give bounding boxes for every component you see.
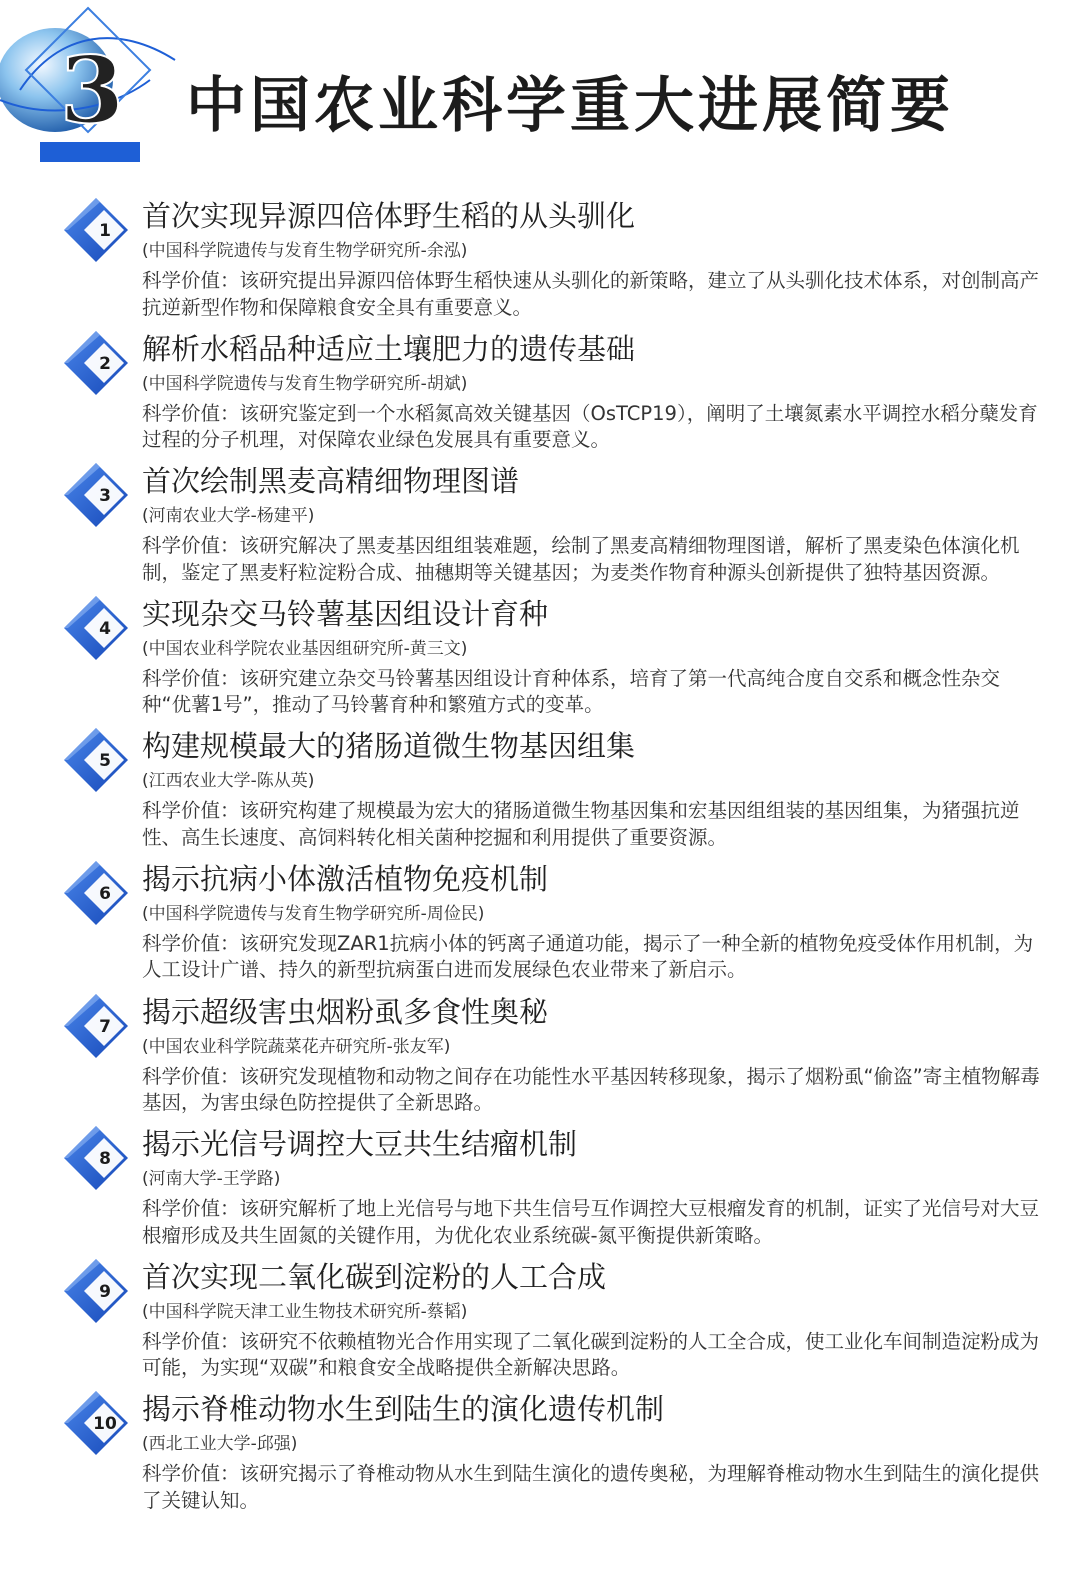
badge-number: 6 <box>99 883 111 904</box>
number-badge <box>60 327 132 399</box>
item-institution: (中国农业科学院农业基因组研究所-黄三文) <box>142 638 468 659</box>
item-institution: (中国科学院遗传与发育生物学研究所-胡斌) <box>142 373 468 394</box>
item-title: 首次实现二氧化碳到淀粉的人工合成 <box>142 1259 607 1294</box>
item-title: 首次实现异源四倍体野生稻的从头驯化 <box>142 199 636 233</box>
item-title: 实现杂交马铃薯基因组设计育种 <box>142 596 549 631</box>
item-title: 解析水稻品种适应土壤肥力的遗传基础 <box>142 331 636 366</box>
badge-number: 4 <box>99 618 111 639</box>
item-title: 揭示抗病小体激活植物免疫机制 <box>142 861 549 896</box>
badge-number: 3 <box>99 486 111 507</box>
badge-number: 8 <box>99 1149 111 1170</box>
item-title: 揭示脊椎动物水生到陆生的演化遗传机制 <box>142 1392 665 1427</box>
badge-number: 10 <box>93 1414 117 1435</box>
item-title: 构建规模最大的猪肠道微生物基因组集 <box>142 729 636 764</box>
item-description: 科学价值：该研究解析了地上光信号与地下共生信号互作调控大豆根瘤发育的机制，证实了光信号对大豆根瘤形成及共生固氮的关键作用，为优化农业系统碳-氮平衡提供新策略。 <box>142 1197 1040 1247</box>
item-institution: (中国科学院遗传与发育生物学研究所-周俭民) <box>142 903 485 924</box>
list-item <box>0 1124 1080 1257</box>
achievement-list <box>0 196 1080 1522</box>
page-header <box>0 0 1080 170</box>
number-badge <box>60 1387 132 1459</box>
item-institution: (西北工业大学-邱强) <box>142 1434 298 1455</box>
item-description: 科学价值：该研究揭示了脊椎动物从水生到陆生演化的遗传奥秘，为理解脊椎动物水生到陆生的演化提供了关键认知。 <box>142 1462 1040 1512</box>
list-item <box>0 196 1080 329</box>
item-institution: (江西农业大学-陈从英) <box>142 771 315 792</box>
item-institution: (中国科学院遗传与发育生物学研究所-余泓) <box>142 241 468 261</box>
item-title: 首次绘制黑麦高精细物理图谱 <box>142 464 520 499</box>
number-badge <box>60 990 132 1062</box>
list-item <box>0 461 1080 594</box>
list-item <box>0 594 1080 727</box>
item-title: 揭示光信号调控大豆共生结瘤机制 <box>142 1127 578 1162</box>
item-description: 科学价值：该研究建立杂交马铃薯基因组设计育种体系，培育了第一代高纯合度自交系和概念性杂交种“优薯1号”，推动了马铃薯育种和繁殖方式的变革。 <box>142 666 1001 717</box>
badge-number: 5 <box>99 751 111 772</box>
number-badge <box>60 459 132 531</box>
item-institution: (河南大学-王学路) <box>142 1169 281 1190</box>
badge-number: 1 <box>99 221 111 241</box>
item-description: 科学价值：该研究提出异源四倍体野生稻快速从头驯化的新策略，建立了从头驯化技术体系，对创制高产抗逆新型作物和保障粮食安全具有重要意义。 <box>142 269 1040 319</box>
number-badge <box>60 857 132 929</box>
list-item <box>0 1257 1080 1390</box>
item-description: 科学价值：该研究发现ZAR1抗病小体的钙离子通道功能，揭示了一种全新的植物免疫受体作用机制，为人工设计广谱、持久的新型抗病蛋白进而发展绿色农业带来了新启示。 <box>142 931 1034 982</box>
item-description: 科学价值：该研究构建了规模最为宏大的猪肠道微生物基因集和宏基因组组装的基因组集，为猪强抗逆性、高生长速度、高饲料转化相关菌种挖掘和利用提供了重要资源。 <box>142 799 1020 849</box>
item-institution: (中国科学院天津工业生物技术研究所-蔡韬) <box>142 1301 468 1322</box>
badge-number: 7 <box>99 1016 111 1037</box>
list-item <box>0 329 1080 462</box>
list-item <box>0 1389 1080 1522</box>
accent-bar <box>40 142 140 162</box>
item-description: 科学价值：该研究发现植物和动物之间存在功能性水平基因转移现象，揭示了烟粉虱“偷盗”寄主植物解毒基因，为害虫绿色防控提供了全新思路。 <box>142 1064 1040 1115</box>
badge-number: 2 <box>99 353 111 374</box>
number-badge <box>60 1122 132 1194</box>
number-badge <box>60 592 132 664</box>
list-item <box>0 859 1080 992</box>
item-title: 揭示超级害虫烟粉虱多食性奥秘 <box>142 994 549 1029</box>
number-badge <box>60 1255 132 1327</box>
section-number-emblem <box>0 0 190 170</box>
number-badge <box>60 724 132 796</box>
item-description: 科学价值：该研究不依赖植物光合作用实现了二氧化碳到淀粉的人工全合成，使工业化车间制造淀粉成为可能，为实现“双碳”和粮食安全战略提供全新解决思路。 <box>142 1329 1040 1380</box>
item-institution: (河南农业大学-杨建平) <box>142 506 315 527</box>
item-institution: (中国农业科学院蔬菜花卉研究所-张友军) <box>142 1036 451 1057</box>
list-item <box>0 992 1080 1125</box>
list-item <box>0 726 1080 859</box>
number-badge <box>60 194 132 266</box>
badge-number: 9 <box>99 1281 111 1302</box>
item-description: 科学价值：该研究鉴定到一个水稻氮高效关键基因（OsTCP19），阐明了土壤氮素水平调控水稻分蘖发育过程的分子机理，对保障农业绿色发展具有重要意义。 <box>142 401 1038 452</box>
section-number: 3 <box>60 36 125 144</box>
page-title: 中国农业科学重大进展简要 <box>186 71 954 141</box>
item-description: 科学价值：该研究解决了黑麦基因组组装难题，绘制了黑麦高精细物理图谱，解析了黑麦染色体演化机制，鉴定了黑麦籽粒淀粉合成、抽穗期等关键基因；为麦类作物育种源头创新提供了独特基因资源。 <box>142 534 1020 584</box>
